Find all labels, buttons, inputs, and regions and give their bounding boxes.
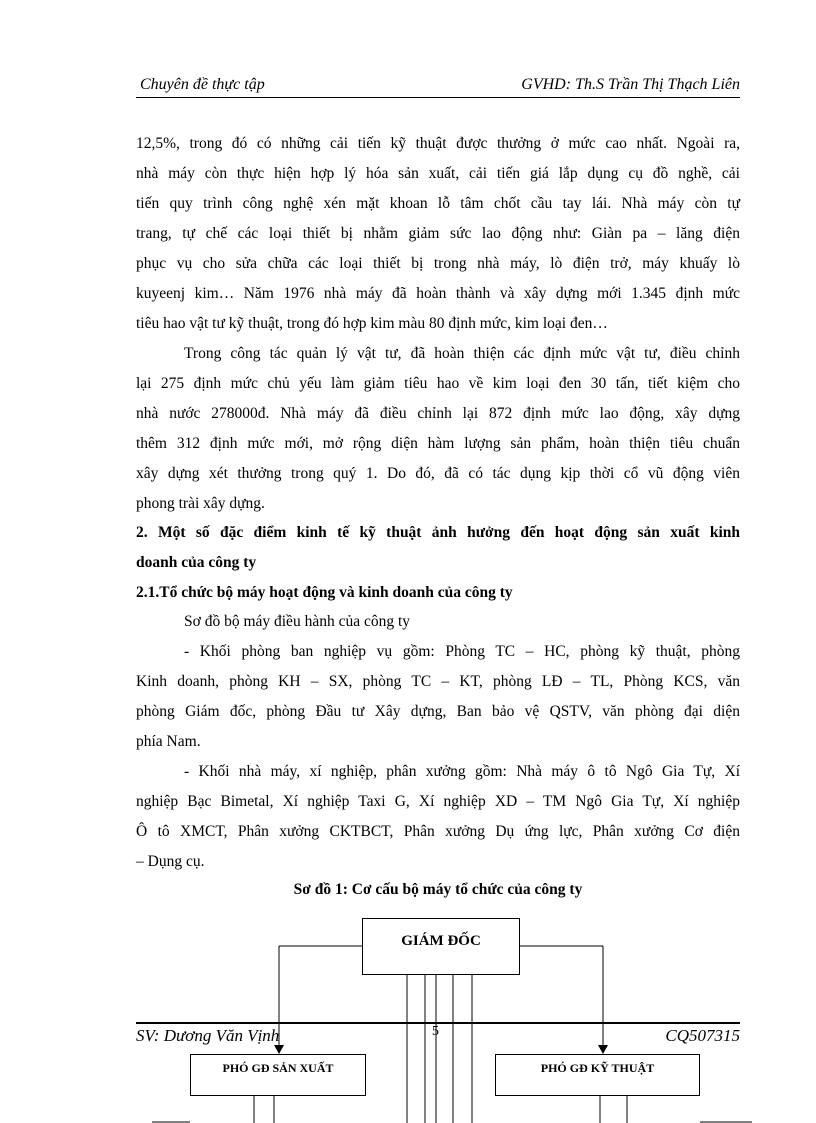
- director-box: [362, 918, 520, 975]
- p1-line-2: nhà máy còn thực hiện hợp lý hóa sản xuất, cải tiến giá lắp dụng cụ đồ nghề, cải: [136, 165, 740, 182]
- p3-line-2: Kinh doanh, phòng KH – SX, phòng TC – KT, phòng LĐ – TL, Phòng KCS, văn: [136, 673, 740, 690]
- footer-student: SV: Dương Văn Vịnh: [136, 1026, 280, 1045]
- heading-2-line-1: 2. Một số đặc điểm kinh tế kỹ thuật ảnh hưởng đến hoạt động sản xuất kinh: [136, 524, 740, 541]
- p2-line-5: xây dựng xét thưởng trong quý 1. Do đó, đã có tác dụng kịp thời cổ vũ động viên: [136, 465, 740, 482]
- p2-line-1: Trong công tác quản lý vật tư, đã hoàn thiện các định mức vật tư, điều chỉnh: [184, 345, 740, 362]
- p2-line-4: thêm 312 định mức mới, mở rộng diện hàm lượng sản phẩm, hoàn thiện tiêu chuẩn: [136, 435, 740, 452]
- p4-line-3: Ô tô XMCT, Phân xưởng CKTBCT, Phân xưởng Dụ ứng lực, Phân xưởng Cơ điện: [136, 823, 740, 840]
- p2-line-2: lại 275 định mức chủ yếu làm giảm tiêu hao về kim loại đen 30 tấn, tiết kiệm cho: [136, 375, 740, 392]
- deputy-technical-label: PHÓ GĐ KỸ THUẬT: [540, 1061, 655, 1075]
- p4-line-4: – Dụng cụ.: [136, 853, 205, 870]
- header-left: Chuyên đề thực tập: [140, 76, 265, 93]
- deputy-production-box: [190, 1054, 366, 1096]
- footer-code: CQ507315: [665, 1026, 740, 1045]
- deputy-technical-box: [495, 1054, 700, 1096]
- p2-line-3: nhà nước 278000đ. Nhà máy đã điều chỉnh lại 872 định mức lao động, xây dựng: [136, 405, 740, 422]
- diagram-caption: Sơ đồ 1: Cơ cấu bộ máy tổ chức của công ty: [293, 881, 583, 898]
- p1-line-6: kuyeenj kim… Năm 1976 nhà máy đã hoàn thành và xây dựng mới 1.345 định mức: [136, 285, 740, 302]
- p1-line-1: 12,5%, trong đó có những cải tiến kỹ thuật được thưởng ở mức cao nhất. Ngoài ra,: [136, 135, 740, 152]
- p2-line-6: phong trài xây dựng.: [136, 495, 265, 512]
- heading-2-line-2: doanh của công ty: [136, 554, 257, 571]
- p1-line-3: tiến quy trình công nghệ xén mặt khoan lỗ tâm chốt cầu tay lái. Nhà máy còn tự: [136, 195, 740, 212]
- p3-line-1: - Khối phòng ban nghiệp vụ gồm: Phòng TC – HC, phòng kỹ thuật, phòng: [184, 643, 740, 660]
- p3-line-4: phía Nam.: [136, 733, 201, 750]
- p4-line-1: - Khối nhà máy, xí nghiệp, phân xưởng gồm: Nhà máy ô tô Ngô Gia Tự, Xí: [184, 763, 740, 780]
- p3-line-3: phòng Giám đốc, phòng Đầu tư Xây dựng, Ban bảo vệ QSTV, văn phòng đại diện: [136, 703, 740, 720]
- director-label: GIÁM ĐỐC: [401, 933, 481, 949]
- diagram-intro: Sơ đồ bộ máy điều hành của công ty: [184, 613, 411, 630]
- page-footer: [136, 1026, 740, 1048]
- p4-line-2: nghiệp Bạc Bimetal, Xí nghiệp Taxi G, Xí nghiệp XD – TM Ngô Gia Tự, Xí nghiệp: [136, 793, 740, 810]
- p1-line-4: trang, tự chế các loại thiết bị nhằm giảm sức lao động như: Giàn pa – lăng điện: [136, 225, 740, 242]
- header-right: GVHD: Th.S Trần Thị Thạch Liên: [521, 76, 740, 93]
- p1-line-5: phục vụ cho sửa chữa các loại thiết bị trong nhà máy, lò điện trở, máy khuấy lò: [136, 255, 740, 272]
- deputy-production-label: PHÓ GĐ SẢN XUẤT: [222, 1061, 334, 1075]
- heading-2-1: 2.1.Tổ chức bộ máy hoạt động và kinh doanh của công ty: [136, 584, 513, 601]
- p1-line-7: tiêu hao vật tư kỹ thuật, trong đó hợp kim màu 80 định mức, kim loại đen…: [136, 315, 608, 332]
- page-number: 5: [432, 1024, 439, 1039]
